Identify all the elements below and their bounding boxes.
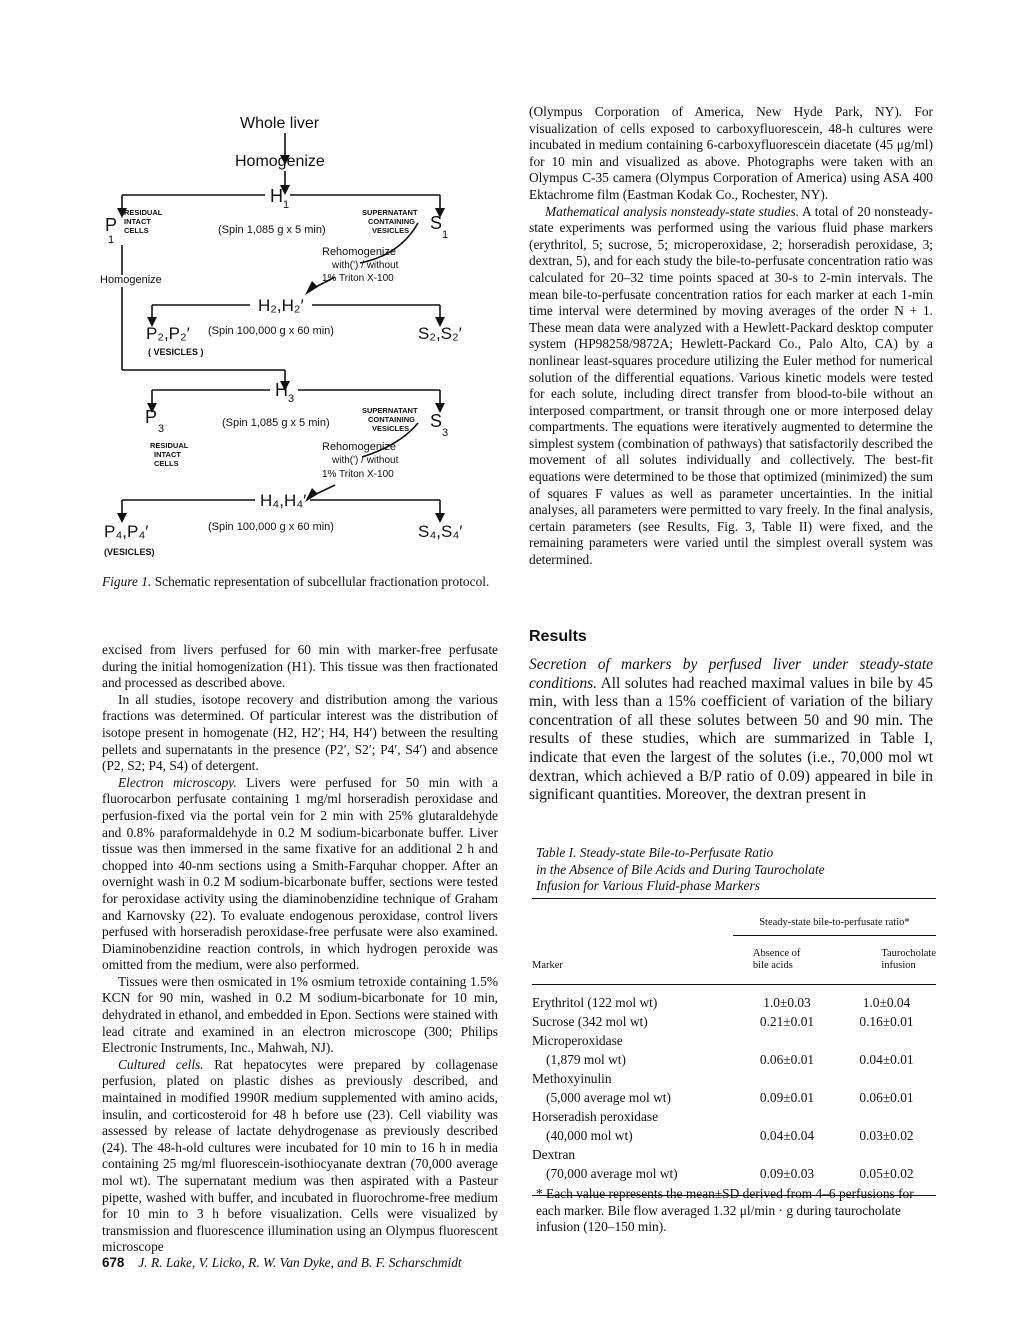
residual-1: RESIDUAL (124, 208, 163, 217)
table-col-marker: Marker (532, 960, 563, 971)
node-p4: P₄,P₄′ (104, 522, 149, 541)
figure-caption (102, 574, 498, 591)
paragraph: (Olympus Corporation of America, New Hyde Park, NY). For visualization of cells exposed to carboxyfluorescein, 48-h cultures were incubated in medium containing 6-carboxyfluorescein diacetate (45 μg/ml) for 10 min and visualized as above. Photographs were taken with an Olympus C-35 camera (Olympus Corporation of America) using ASA 400 Ektachrome film (Eastman Kodak Co., Rochester, NY). (529, 104, 933, 202)
results-text (529, 656, 933, 805)
table-cell-marker (532, 1107, 737, 1145)
table-cell-marker-name: Microperoxidase (532, 1033, 623, 1048)
spin-3: (Spin 1,085 g x 5 min) (222, 417, 330, 429)
table-cell-marker-sub: (70,000 average mol wt) (546, 1166, 678, 1181)
table-cell-absence: 0.06±0.01 (759, 1052, 815, 1067)
table-col-absence-line1: Absence of (752, 948, 801, 959)
paragraph-heading: Electron microscopy. (118, 774, 237, 790)
table-row (532, 993, 936, 1012)
page-footer (102, 1255, 462, 1271)
paragraph: Tissues were then osmicated in 1% osmium tetroxide containing 1.5% KCN for 90 min, washed in 0.2 M sodium-bicarbonate for 10 min, dehydrated in ethanol, and embedded in Epon. Sections were stained with lead citrate and examined in an electron microscope (300; Philips Electronic Instruments, Inc., Mahwah, NJ). (102, 973, 498, 1056)
table-cell-tauro: 0.05±0.02 (859, 1166, 914, 1181)
node-h4: H₄,H₄′ (260, 491, 307, 510)
table-cell-absence: 1.0±0.03 (763, 995, 811, 1010)
table-cell-tauro: 1.0±0.04 (862, 995, 911, 1010)
paragraph-heading: Cultured cells. (118, 1056, 204, 1072)
vesicles-3: VESICLES (372, 424, 410, 433)
table-cell-marker (532, 1069, 737, 1107)
paragraph-body: A total of 20 nonsteady-state experiments was performed using the various fluid phase markers (erythritol, 5; sucrose, 5; microperoxidase, 2; horseradish peroxidase, 3; dextran, 5), and for each study the bile-to-perfusate concentration ratio was calculated for 20–32 time points spaced at 30-s to 2-min intervals. The mean bile-to-perfusate concentration ratios for each marker at each 1-min time interval were determined by moving averages of the order N + 1. These mean data were analyzed with a Hewlett-Packard desktop computer system (HP98258/9872A; Hewlett-Packard Co., Palo Alto, CA) by a nonlinear least-squares procedure utilizing the Euler method for numerical solution of the differential equations. Various kinetic models were tested for each solute, including direct transfer from blood-to-bile without an interposed compartment, or transit through one or more interposed delay compartments. The equations were iteratively augmented to determine the simplest system (combination of pathways) that satisfactorily described the movement of all solutes individually and collectively. The best-fit equations were determined to be those that optimized (minimized) the sum of squares F values as well as parameter uncertainties. In the initial analyses, all parameters were permitted to vary freely. In the final analysis, certain parameters (see Results, Fig. 3, Table II) were fixed, and the remaining parameters were varied until the simplest overall system was determined. (529, 203, 934, 568)
figure-caption-text: Schematic representation of subcellular fractionation protocol. (151, 574, 490, 589)
paragraph (529, 204, 933, 569)
rehomogenize-3c: 1% Triton X-100 (322, 469, 394, 480)
paragraph-body: Rat hepatocytes were prepared by collagenase perfusion, plated on plastic dishes as previously described, and maintained in modified 1990R medium supplemented with amino acids, insulin, and corticosteroid for 48 h before use (23). Cell viability was assessed by release of lactate dehydrogenase as previously described (24). The 48-h-old cultures were incubated for 10 min to 16 h in media containing 25 mg/ml fluorescein-isothiocyanate dextran (70,000 average mol wt). The supernatant medium was then aspirated with a Pasteur pipette, washed with buffer, and incubated in fluorochrome-free medium for 10 min to 3 h before visualization. Cells were visualized by transmission and fluorescence illumination using an Olympus fluorescent microscope (102, 1056, 498, 1255)
node-s2: S₂,S₂′ (418, 324, 462, 343)
table-caption-line: in the Absence of Bile Acids and During Taurocholate (536, 861, 825, 877)
paragraph-body: Livers were perfused for 50 min with a fluorocarbon perfusate containing 1 mg/ml horseradish peroxidase and perfusion-fixed via the portal vein for 2 min with 25% glutaraldehyde and 0.8% paraformaldehyde in 0.2 M sodium-bicarbonate buffer. Liver tissue was then immersed in the same fixative for an additional 2 h and chopped into 40-nm sections using a Smith-Farquhar chopper. After an overnight wash in 0.2 M sodium-bicarbonate buffer, sections were tested for peroxidase activity using the diaminobenzidine technique of Graham and Karnovsky (22). To evaluate endogenous peroxidase, control livers perfused with horseradish peroxidase-free perfusate were also examined. Diaminobenzidine reaction controls, in which hydrogen peroxide was omitted from the medium, were also performed. (102, 774, 498, 973)
paragraph (102, 775, 498, 974)
node-p1: P (105, 215, 118, 235)
node-p2: P₂,P₂′ (146, 324, 190, 343)
table-col-tauro (851, 936, 936, 983)
table-col-tauro-line1: Taurocholate (881, 948, 936, 959)
paragraph (529, 656, 933, 805)
table-col-tauro-line2: infusion (881, 960, 916, 971)
table-col-absence-line2: bile acids (752, 960, 793, 971)
node-h1-sub: 1 (283, 199, 290, 211)
table-cell-tauro: 0.03±0.02 (859, 1128, 914, 1143)
table-cell-marker-name: Dextran (532, 1147, 576, 1162)
containing-3: CONTAINING (368, 415, 415, 424)
node-homogenize: Homogenize (235, 153, 325, 170)
rehomogenize-3a: Rehomogenize (322, 441, 396, 453)
intact-1: INTACT (124, 217, 151, 226)
table-row (532, 1107, 936, 1145)
table-cell-marker (532, 1145, 737, 1183)
table-caption-line: Infusion for Various Fluid-phase Markers (536, 878, 760, 894)
table-col-absence (733, 936, 851, 983)
table-cell-marker (532, 1031, 737, 1069)
table-cell-tauro: 0.06±0.01 (859, 1090, 914, 1105)
table-cell-marker: Erythritol (122 mol wt) (532, 995, 658, 1010)
rehomogenize-1a: Rehomogenize (322, 246, 396, 258)
table-row (532, 1145, 936, 1183)
residual-3: RESIDUAL (150, 441, 189, 450)
table-cell-absence: 0.09±0.01 (759, 1090, 815, 1105)
node-s3-sub: 3 (442, 427, 449, 439)
node-h3: H (275, 380, 288, 400)
results-heading: Results (529, 628, 587, 645)
node-p3-sub: 3 (158, 423, 165, 435)
node-h3-sub: 3 (288, 393, 295, 405)
spin-4: (Spin 100,000 g x 60 min) (208, 521, 334, 533)
table-group-header: Steady-state bile-to-perfusate ratio* (733, 899, 936, 936)
paragraph-heading: Secretion of markers by perfused liver under steady-state conditions. (529, 656, 933, 692)
table-cell-marker-sub: (5,000 average mol wt) (546, 1090, 671, 1105)
table-cell-tauro: 0.16±0.01 (859, 1014, 914, 1029)
node-p3: P (145, 407, 158, 427)
paragraph (102, 1057, 498, 1256)
table-cell-marker-name: Methoxyinulin (532, 1071, 612, 1086)
table-cell-absence: 0.04±0.04 (759, 1128, 815, 1143)
paragraph: excised from livers perfused for 60 min with marker-free perfusate during the initial homogenization (H1). This tissue was then fractionated and processed as described above. (102, 642, 498, 691)
node-s1-sub: 1 (442, 229, 449, 241)
homogenize-2: Homogenize (100, 274, 162, 286)
supernatant-1: SUPERNATANT (362, 208, 418, 217)
node-p1-sub: 1 (108, 234, 115, 246)
spin-2: (Spin 100,000 g x 60 min) (208, 325, 334, 337)
paragraph-body: All solutes had reached maximal values in bile by 45 min, with less than a 15% coefficient of variation of the biliary concentration of all these solutes between 50 and 90 min. The results of these studies, which are summarized in Table I, indicate that even the largest of the solutes (i.e., 70,000 mol wt dextran, which achieved a B/P ratio of 0.09) appeared in bile in significant quantities. Moreover, the dextran present in (529, 674, 933, 804)
table-cell-marker-name: Horseradish peroxidase (532, 1109, 659, 1124)
table-row (532, 1069, 936, 1107)
table-row (532, 1012, 936, 1031)
page-number: 678 (102, 1255, 125, 1270)
table-cell-marker-sub: (40,000 mol wt) (546, 1128, 633, 1143)
table-cell-absence: 0.09±0.03 (759, 1166, 815, 1181)
right-column-text (529, 104, 933, 569)
table-caption (536, 845, 916, 895)
rehomogenize-3b: with(') / without (332, 455, 399, 466)
table-footnote: * Each value represents the mean±SD derived from 4–6 perfusions for each marker. Bile flow averaged 1.32 μl/min · g during taurocholate infusion (120–150 min). (536, 1186, 914, 1235)
paragraph-heading: Mathematical analysis nonsteady-state studies. (545, 203, 800, 219)
rehomogenize-1c: 1% Triton X-100 (322, 273, 394, 284)
fractionation-diagram (100, 105, 500, 567)
table-cell-marker-sub: (1,879 mol wt) (546, 1052, 626, 1067)
node-h1: H (270, 186, 283, 206)
node-whole-liver: Whole liver (240, 115, 320, 132)
left-column-text (102, 642, 498, 1256)
cells-3: CELLS (154, 459, 179, 468)
supernatant-3: SUPERNATANT (362, 406, 418, 415)
rehomogenize-1b: with(') / without (332, 260, 399, 271)
node-h2: H₂,H₂′ (258, 296, 304, 315)
running-authors: J. R. Lake, V. Licko, R. W. Van Dyke, and B. F. Scharschmidt (138, 1255, 462, 1270)
containing-1: CONTAINING (368, 217, 415, 226)
spin-1: (Spin 1,085 g x 5 min) (218, 224, 326, 236)
node-s1: S (430, 213, 443, 233)
intact-3: INTACT (154, 450, 181, 459)
figure-caption-label: Figure 1. (102, 574, 152, 589)
table-cell-marker: Sucrose (342 mol wt) (532, 1014, 648, 1029)
table-caption-line: Table I. Steady-state Bile-to-Perfusate Ratio (536, 845, 774, 860)
node-s3: S (430, 411, 443, 431)
cells-1: CELLS (124, 226, 149, 235)
table-row (532, 1031, 936, 1069)
table-cell-absence: 0.21±0.01 (759, 1014, 815, 1029)
paragraph: In all studies, isotope recovery and distribution among the various fractions was determined. Of particular interest was the distribution of isotope present in homogenate (H2, H2′; H4, H4′) between the resulting pellets and supernatants in the presence (P2′, S2′; P4′, S4′) and absence (P2, S2; P4, S4) of detergent. (102, 691, 498, 774)
table-1 (532, 898, 936, 1196)
table-cell-tauro: 0.04±0.01 (859, 1052, 914, 1067)
vesicles-4: (VESICLES) (104, 547, 155, 557)
vesicles-2: ( VESICLES ) (148, 347, 204, 357)
node-s4: S₄,S₄′ (418, 522, 463, 541)
vesicles-1: VESICLES (372, 226, 410, 235)
